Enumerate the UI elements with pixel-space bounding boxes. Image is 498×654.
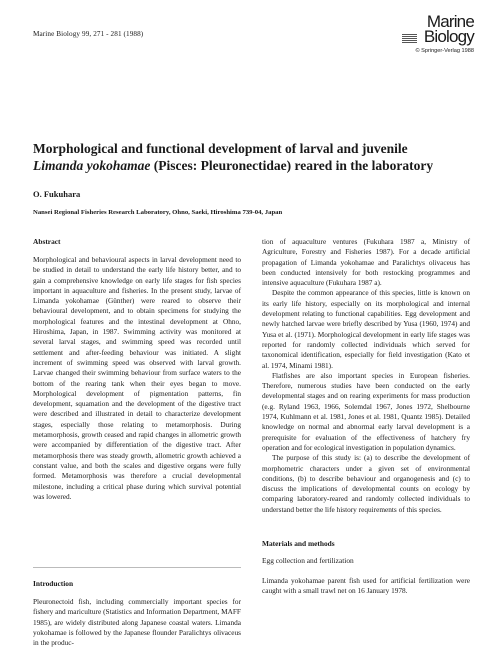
title-species-name: Limanda yokohamae xyxy=(33,158,151,173)
column-divider xyxy=(33,567,241,568)
intro-paragraph-4: The purpose of this study is: (a) to describe the development of morphometric characters under a given set of environmental conditions, (b) to describe behaviour and organogenesis and (c) to discuss the implications of developmental counts on ecology by comparing laboratory-reared and randomly collected individuals to understand better the life history requirements of this species. xyxy=(262,453,470,514)
abstract-text: Morphological and behavioural aspects in larval development need to be studied in detail to understand the early life history better, and to gain a comprehensive knowledge on early life stages for fish species important in aquaculture and fisheries. In the present study, larvae of Limanda yokohamae (Günther) were reared to observe their behavioural development, and to obtain specimens for studying the morphological features and the intestinal development at Ohno, Hiroshima, Japan, in 1987. Swimming activity was monitored at several larval stages, and swimming speed was recorded until settlement and after-feeding behaviour was initiated. A slight increment of swimming speed was observed with larval growth. Larvae changed their swimming behaviour from surface waters to the bottom of the rearing tank when their eyes began to move. Morphological development of pigmentation patterns, fin development, squamation and the development of the digestive tract were described and illustrated in detail to characterize development stages, especially those relating to metamorphosis. During metamorphosis, growth ceased and rapid changes in allometric growth were accompanied by differentiation of the digestive tract. After metamorphosis there was steady growth, allometric growth achieved a constant value, and both the scales and digestive organs were fully formed. Metamorphosis was therefore a crucial developmental milestone, including a critical phase during which survival potential was lowered. xyxy=(33,255,241,501)
intro-paragraph-2: Despite the common appearance of this species, little is known on its early life history, especially on its morphological and internal development relating to functional capabilities. Egg development and newly hatched larvae were briefly described by Yusa (1960, 1974) and Yusa et al. (1971). Morphological development in early life stages was reported for randomly collected individuals which served for taxonomical identification, especially for field investigation (Kato et al. 1974, Minami 1981). xyxy=(262,288,470,370)
methods-text: Limanda yokohamae parent fish used for artificial fertilization were caught with a small trawl net on 16 January 1978. xyxy=(262,576,470,596)
introduction-text: Pleuronectoid fish, including commercially important species for fishery and mariculture (Statistics and Information Department, MAFF 1985), are widely distributed along Japanese coastal waters. Limanda yokohamae is followed by the Japanese flounder Paralichtys olivaceus in the produc- xyxy=(33,597,241,648)
intro-paragraph-3: Flatfishes are also important species in European fisheries. Therefore, numerous studies have been conducted on the early developmental stages and on rearing experiments for mass production (e.g. Ryland 1963, 1966, Solemdal 1967, Jones 1972, Shelbourne 1974, Kuhlmann et al. 1981, Jones et al. 1981, Quantz 1985). Detailed knowledge on normal and abnormal early larval development is a prerequisite for evaluation of the effectiveness of hatchery fry operation and for ecological investigation in population dynamics. xyxy=(262,370,470,452)
logo-stripes-mark xyxy=(402,34,417,43)
journal-logo xyxy=(402,14,474,64)
methods-heading: Materials and methods xyxy=(262,539,335,548)
introduction-heading: Introduction xyxy=(33,579,74,588)
copyright-notice: © Springer-Verlag 1988 xyxy=(415,48,474,54)
intro-paragraph-1: tion of aquaculture ventures (Fukuhara 1987 a, Ministry of Agriculture, Forestry and Fisheries 1987). For a decade artificial propagation of Limanda yokohamae and Paralichtys olivaceus has been conducted intensively for both restocking programmes and intensive aquaculture (Fukuhara 1987 a). xyxy=(262,237,470,288)
right-column-body xyxy=(262,237,470,515)
article-title xyxy=(33,140,473,174)
journal-citation: Marine Biology 99, 271 - 281 (1988) xyxy=(33,30,144,38)
logo-text-marine: Marine xyxy=(426,12,474,31)
title-line-2: (Pisces: Pleuronectidae) reared in the laboratory xyxy=(150,158,434,173)
author-affiliation: Nansei Regional Fisheries Research Laboratory, Ohno, Saeki, Hiroshima 739-04, Japan xyxy=(33,209,283,216)
abstract-heading: Abstract xyxy=(33,237,61,246)
methods-subheading: Egg collection and fertilization xyxy=(262,556,354,565)
title-line-1: Morphological and functional development of larval and juvenile xyxy=(33,141,408,156)
logo-text-biology: Biology xyxy=(423,27,474,46)
author-name: O. Fukuhara xyxy=(33,189,81,199)
